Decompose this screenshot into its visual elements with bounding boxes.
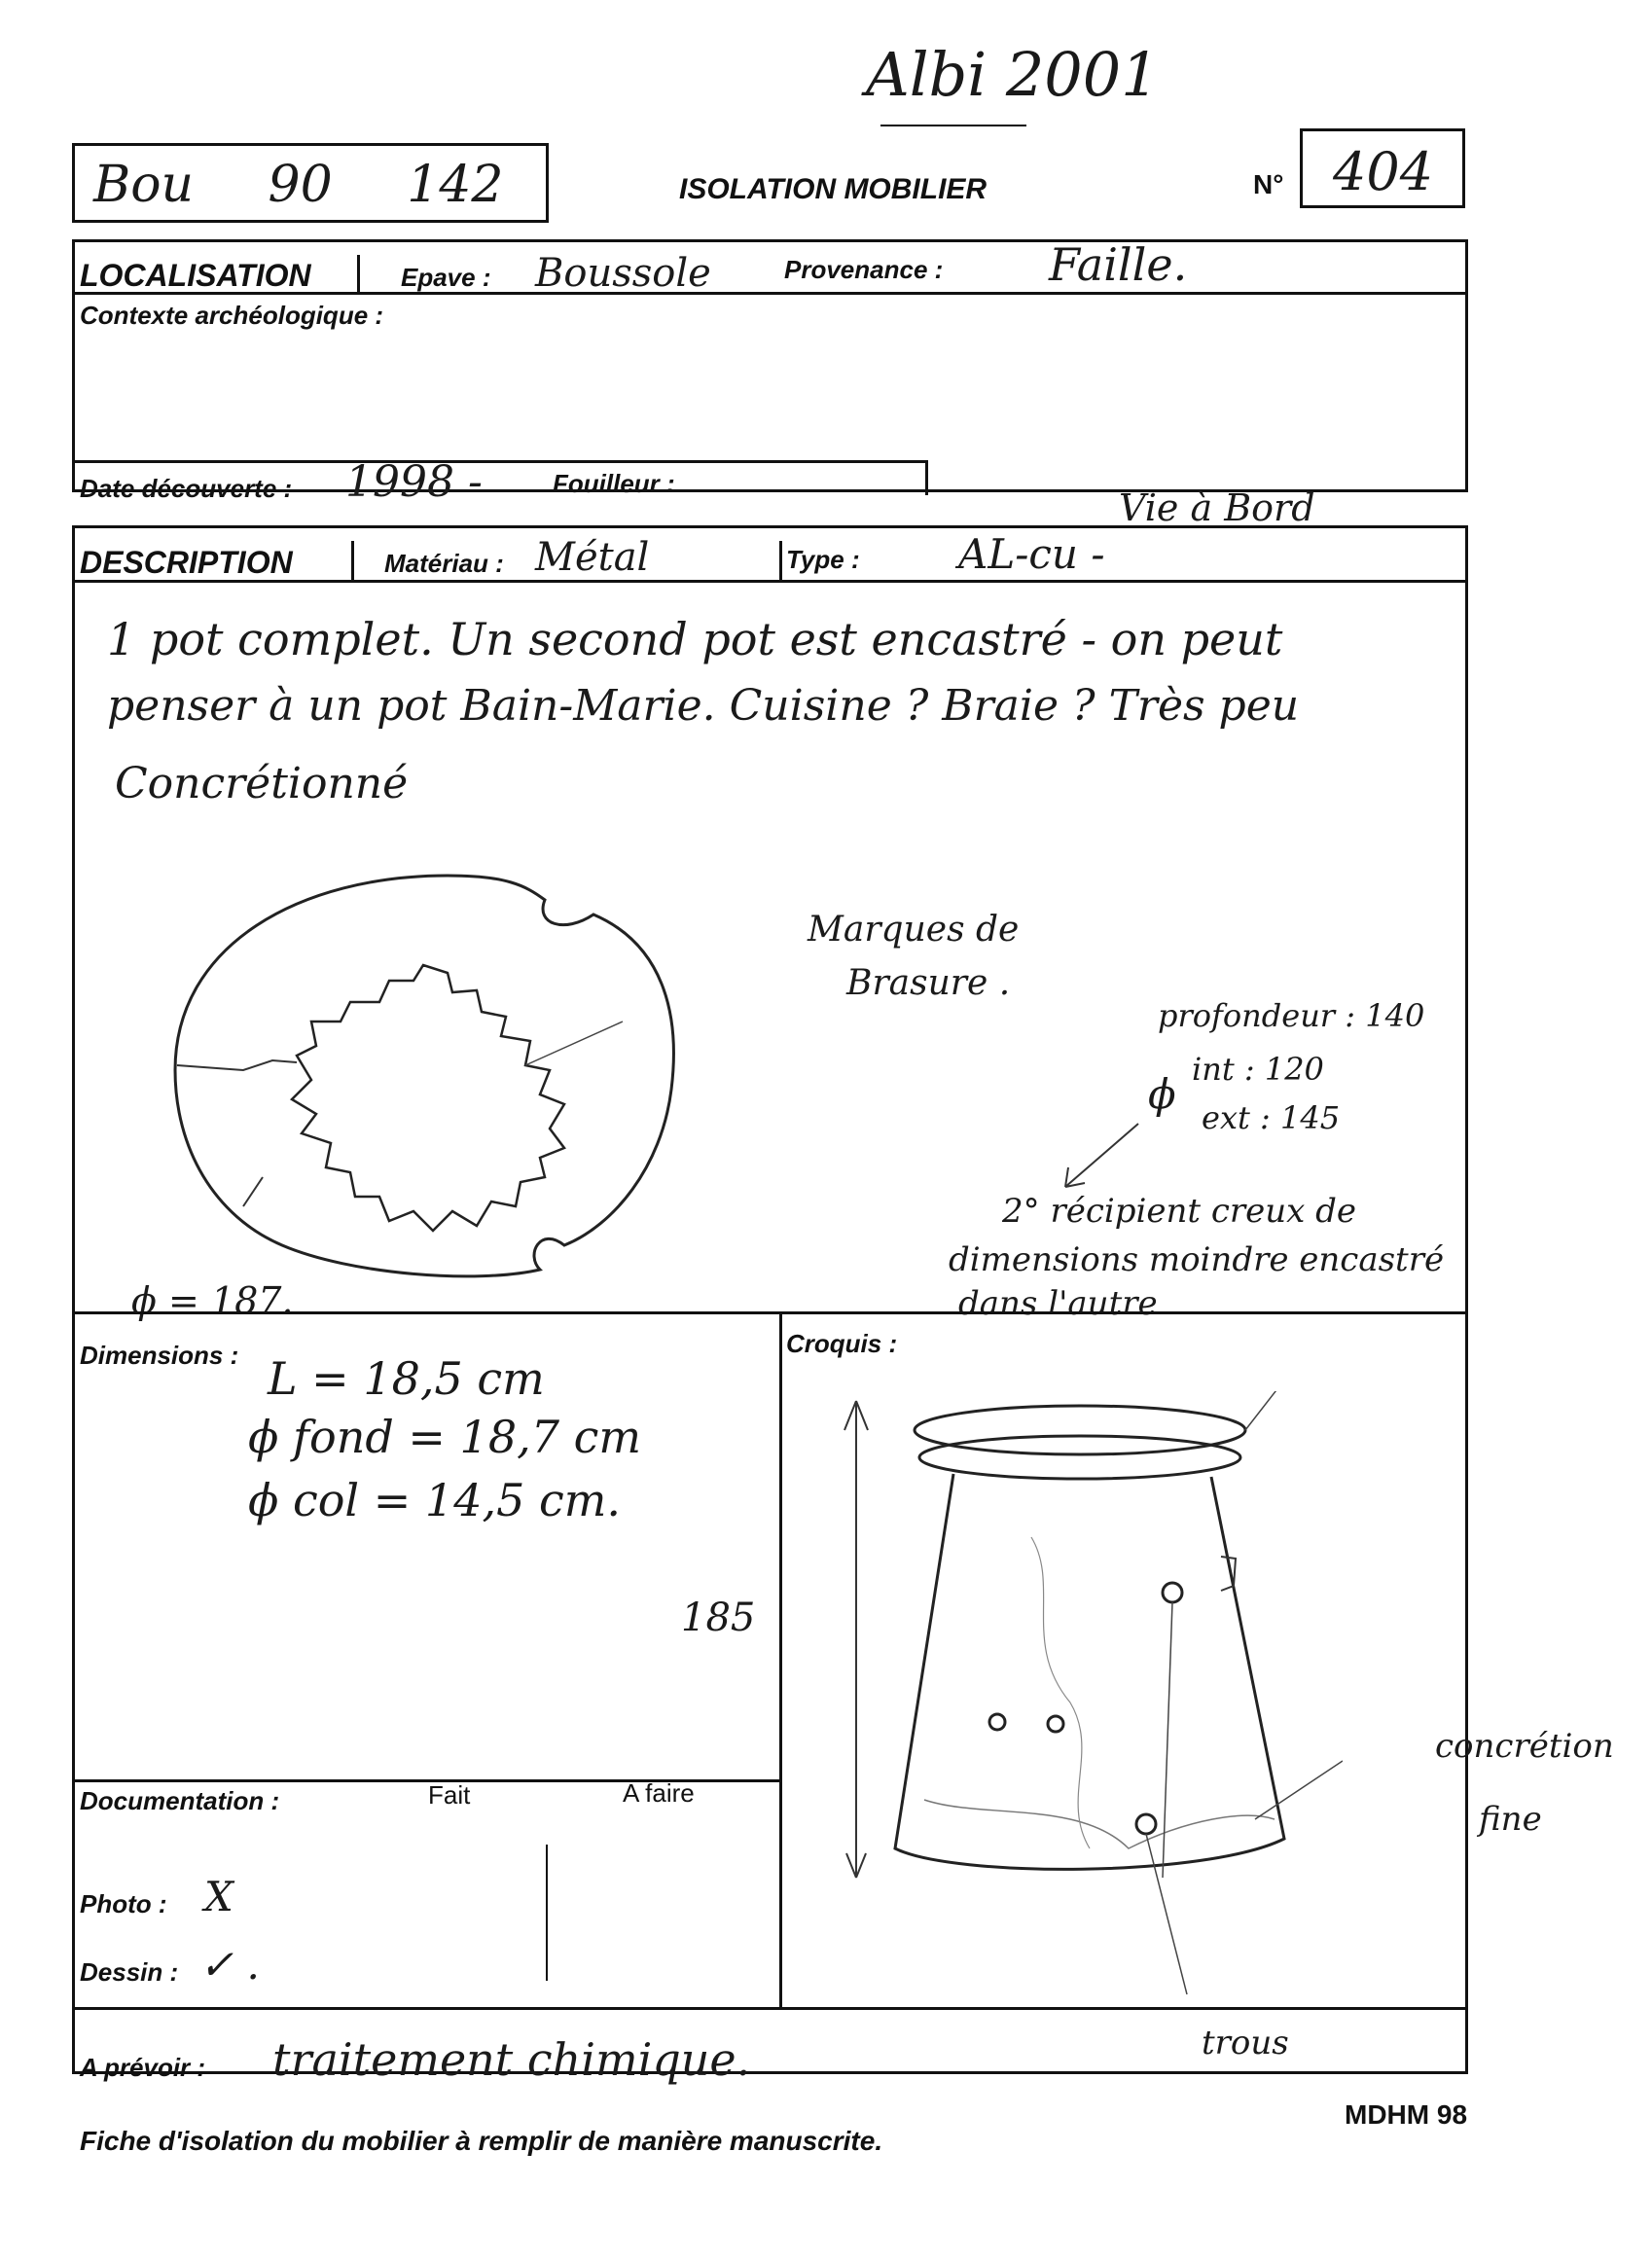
dimensions-top-line [72,1311,1468,1314]
footer-instruction: Fiche d'isolation du mobilier à remplir de manière manuscrite. [80,2126,883,2156]
photo-mark: X [204,1873,233,1920]
dimensions-line-2: ϕ fond = 18,7 cm [248,1411,641,1463]
materiau-value: Métal [535,535,650,580]
description-line-1: 1 pot complet. Un second pot est encastré - on peut [107,613,1283,665]
note-profondeur: profondeur : 140 [1158,997,1425,1034]
epave-value: Boussole [535,251,711,296]
croquis-label: Croquis : [786,1329,898,1358]
height-mark: 185 [681,1596,756,1640]
aprevoir-label: A prévoir : [80,2053,206,2082]
provenance-label: Provenance : [784,255,944,284]
note-concretion-line-1: concrétion [1435,1727,1614,1766]
aprevoir-top-line [72,2007,1468,2010]
form-title: ISOLATION MOBILIER [679,173,988,205]
dimensions-label: Dimensions : [80,1341,239,1370]
fouilleur-value: Vie à Bord [1119,486,1315,529]
description-line-3: Concrétionné [115,759,409,808]
date-row-end [925,460,928,495]
site-title: Albi 2001 [866,39,1160,110]
dimensions-croquis-divider [779,1311,782,2010]
date-row-top [72,460,928,463]
pot-sketch [837,1391,1343,2014]
epave-label: Epave : [401,263,491,292]
description-line-2: penser à un pot Bain-Marie. Cuisine ? Braie ? Très peu [107,681,1300,731]
localisation-heading-divider [357,255,360,294]
documentation-label: Documentation : [80,1786,280,1815]
materiau-label: Matériau : [384,549,504,578]
note-recipient-line-2: dimensions moindre encastré [949,1240,1445,1279]
dessin-label: Dessin : [80,1957,179,1987]
site-title-underline [880,125,1026,126]
dimensions-line-3: ϕ col = 14,5 cm. [248,1474,621,1526]
date-label: Date découverte : [80,474,293,503]
note-diam-symbol: ϕ [1148,1070,1176,1118]
photo-label: Photo : [80,1889,167,1918]
note-arrow [1051,1119,1148,1197]
provenance-value: Faille. [1049,238,1188,291]
note-int: int : 120 [1192,1051,1324,1088]
note-concretion-line-2: fine [1479,1800,1542,1839]
dimensions-line-1: L = 18,5 cm [268,1352,545,1405]
date-value: 1998 - [345,457,483,507]
diametre-value: ϕ = 187. [131,1279,294,1322]
ref-code: Bou 90 142 [93,156,504,214]
documentation-column-divider [546,1845,548,1981]
top-view-sketch [156,856,700,1284]
note-recipient-line-1: 2° récipient creux de [1002,1192,1357,1231]
type-value: AL-cu - [958,530,1105,578]
type-divider [779,541,782,582]
number-label: N° [1253,169,1284,199]
note-marques-line-2: Brasure . [846,963,1011,1003]
dessin-mark: ✓ . [199,1941,260,1989]
contexte-label: Contexte archéologique : [80,301,384,330]
fouilleur-label: Fouilleur : [553,469,675,498]
type-label: Type : [786,545,860,574]
aprevoir-note: trous [1202,2024,1289,2062]
note-recipient-line-3: dans l'autre [958,1284,1158,1323]
note-marques-line-1: Marques de [808,910,1020,950]
number-value: 404 [1333,141,1434,202]
documentation-col-afaire: A faire [623,1778,695,1808]
footer-code: MDHM 98 [1345,2099,1468,2130]
documentation-col-fait: Fait [428,1780,471,1810]
note-ext: ext : 145 [1202,1099,1341,1136]
description-heading: DESCRIPTION [80,545,293,580]
localisation-heading: LOCALISATION [80,258,311,293]
aprevoir-value: traitement chimique. [272,2033,751,2086]
description-heading-divider [351,541,354,582]
